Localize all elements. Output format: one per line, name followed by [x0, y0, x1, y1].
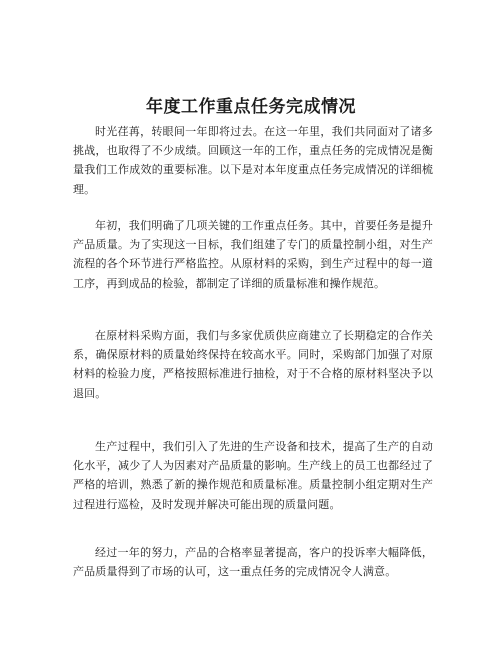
paragraph-results: 经过一年的努力，产品的合格率显著提高，客户的投诉率大幅降低，产品质量得到了市场的认可，这一重点任务的完成情况令人满意。	[73, 546, 433, 579]
paragraph-production: 生产过程中，我们引入了先进的生产设备和技术，提高了生产的自动化水平，减少了人为因素对产品质量的影响。生产线上的员工也都经过了严格的培训，熟悉了新的操作规范和质量标准。质量控制小组定期对生产过程进行巡检，及时发现并解决可能出现的质量问题。	[73, 440, 433, 511]
paragraph-intro: 时光荏苒，转眼间一年即将过去。在这一年里，我们共同面对了诸多挑战，也取得了不少成绩。回顾这一年的工作，重点任务的完成情况是衡量我们工作成效的重要标准。以下是对本年度重点任务完成情况的详细梳理。	[73, 125, 433, 196]
paragraph-quality-goal: 年初，我们明确了几项关键的工作重点任务。其中，首要任务是提升产品质量。为了实现这一目标，我们组建了专门的质量控制小组，对生产流程的各个环节进行严格监控。从原材料的采购，到生产过程中的每一道工序，再到成品的检验，都制定了详细的质量标准和操作规范。	[73, 219, 433, 290]
paragraph-raw-materials: 在原材料采购方面，我们与多家优质供应商建立了长期稳定的合作关系，确保原材料的质量始终保持在较高水平。同时，采购部门加强了对原材料的检验力度，严格按照标准进行抽检，对于不合格的原材料坚决予以退回。	[73, 329, 433, 400]
document-title: 年度工作重点任务完成情况	[146, 97, 356, 117]
